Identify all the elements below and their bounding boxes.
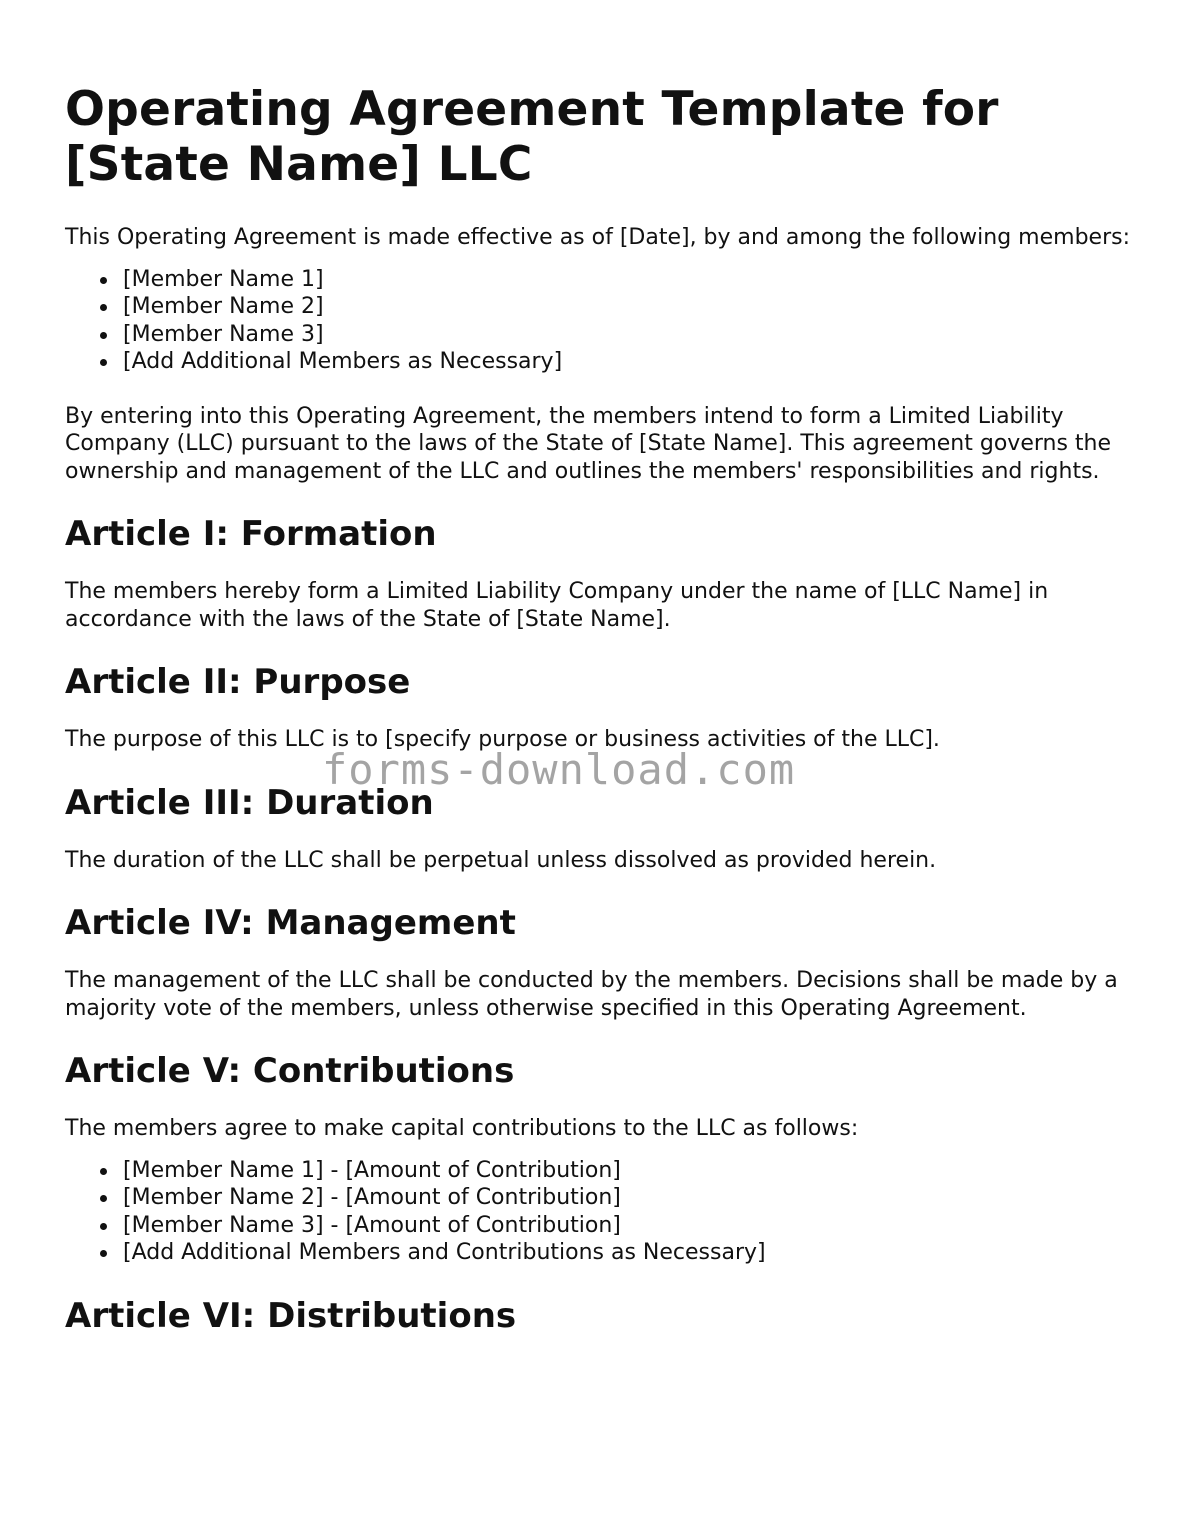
watermark: forms-download.com [322, 745, 796, 794]
document-page [65, 82, 1135, 1336]
list-item: [Add Additional Members and Contributions as Necessary] [123, 1239, 1135, 1267]
article-body-contributions: The members agree to make capital contributions to the LLC as follows: [65, 1116, 859, 1141]
list-item: [Member Name 1] [123, 266, 1135, 294]
list-item: [Member Name 3] [123, 321, 1135, 349]
list-item: [Member Name 2] - [Amount of Contribution] [123, 1184, 1135, 1212]
article-body-duration: The duration of the LLC shall be perpetual unless dissolved as provided herein. [65, 847, 937, 873]
intro-paragraph: This Operating Agreement is made effective as of [Date], by and among the following members: [65, 225, 1131, 250]
purpose-statement-paragraph: By entering into this Operating Agreement, the members intend to form a Limited Liability Company (LLC) pursuant to the laws of the State of [State Name]. This agreement governs the ownership and management of the LLC and outlines the members' responsibilities and rights. [65, 403, 1112, 484]
list-item: [Member Name 1] - [Amount of Contribution] [123, 1157, 1135, 1185]
article-heading-distributions: Article VI: Distributions [65, 1295, 517, 1336]
list-item: [Add Additional Members as Necessary] [123, 348, 1135, 376]
article-heading-duration: Article III: Duration [65, 782, 434, 823]
document-title: Operating Agreement Template for [State Name] LLC [65, 82, 999, 192]
article-heading-formation: Article I: Formation [65, 514, 437, 554]
members-list [65, 266, 1135, 376]
list-item: [Member Name 3] - [Amount of Contribution] [123, 1212, 1135, 1240]
article-body-management: The management of the LLC shall be conducted by the members. Decisions shall be made by a majority vote of the members, unless otherwise specified in this Operating Agreement. [65, 968, 1118, 1021]
list-item: [Member Name 2] [123, 293, 1135, 321]
article-heading-purpose: Article II: Purpose [65, 662, 411, 702]
contributions-list [65, 1157, 1135, 1267]
article-heading-contributions: Article V: Contributions [65, 1051, 515, 1091]
article-body-formation: The members hereby form a Limited Liability Company under the name of [LLC Name] in accordance with the laws of the State of [State Name]. [65, 579, 1049, 632]
article-body-purpose: The purpose of this LLC is to [specify purpose or business activities of the LLC]. [65, 727, 940, 752]
article-heading-management: Article IV: Management [65, 903, 516, 943]
